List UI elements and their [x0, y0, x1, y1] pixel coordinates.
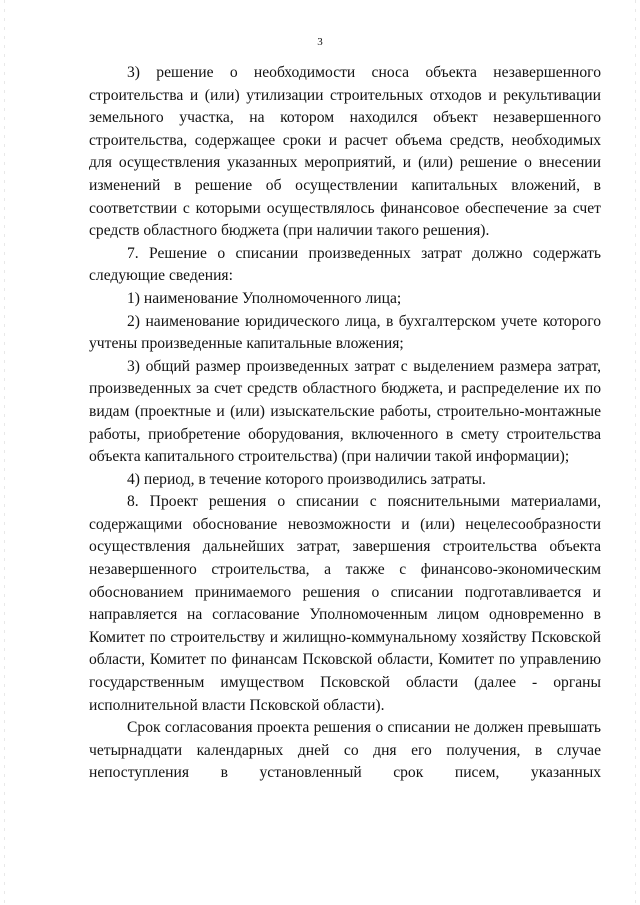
scan-edge-left [4, 0, 5, 905]
page-number: 3 [317, 36, 323, 48]
scan-edge-right [635, 0, 636, 905]
paragraph-item-3: 3) решение о необходимости сноса объекта незавершенного строительства и (или) утилизации строительных отходов и рекультивации земельного участка, на котором находился объект незавершенного строительства, содержащее сроки и расчет объема средств, необходимых для осуществления указанных мероприятий, и (или) решение о внесении изменений в решение об осуществлении капитальных вложений, в соответствии с которыми осуществлялось финансовое обеспечение за счет средств областного бюджета (при наличии такого решения). [89, 64, 601, 240]
paragraph-approval-term: Срок согласования проекта решения о списании не должен превышать четырнадцати календарных дней со дня его получения, в случае непоступления в установленный срок писем, указанных [89, 719, 601, 782]
paragraph-section-7: 7. Решение о списании произведенных затрат должно содержать следующие сведения: [89, 244, 601, 285]
paragraph-item-1: 1) наименование Уполномоченного лица; [127, 289, 402, 307]
paragraph-item-2: 2) наименование юридического лица, в бухгалтерском учете которого учтены произведенные капитальные вложения; [89, 312, 601, 353]
paragraph-section-8: 8. Проект решения о списании с пояснительными материалами, содержащими обоснование невозможности и (или) нецелесообразности осуществления дальнейших затрат, завершения строительства объекта незавершенного строительства, а также с финансово-экономическим обоснованием принимаемого решения о списании подготавливается и направляется на согласование Уполномоченным лицом одновременно в Комитет по строительству и жилищно-коммунальному хозяйству Псковской области, Комитет по финансам Псковской области, Комитет по управлению государственным имуществом Псковской области (далее - органы исполнительной власти Псковской области). [89, 493, 601, 714]
paragraph-item-3-costs: 3) общий размер произведенных затрат с выделением размера затрат, произведенных за счет средств областного бюджета, и распределение их по видам (проектные и (или) изыскательские работы, строительно-монтажные работы, приобретение оборудования, включенного в смету строительства объекта капитального строительства) (при наличии такой информации); [89, 357, 601, 466]
document-body [89, 62, 601, 785]
paragraph-item-4: 4) период, в течение которого производились затраты. [127, 470, 486, 488]
